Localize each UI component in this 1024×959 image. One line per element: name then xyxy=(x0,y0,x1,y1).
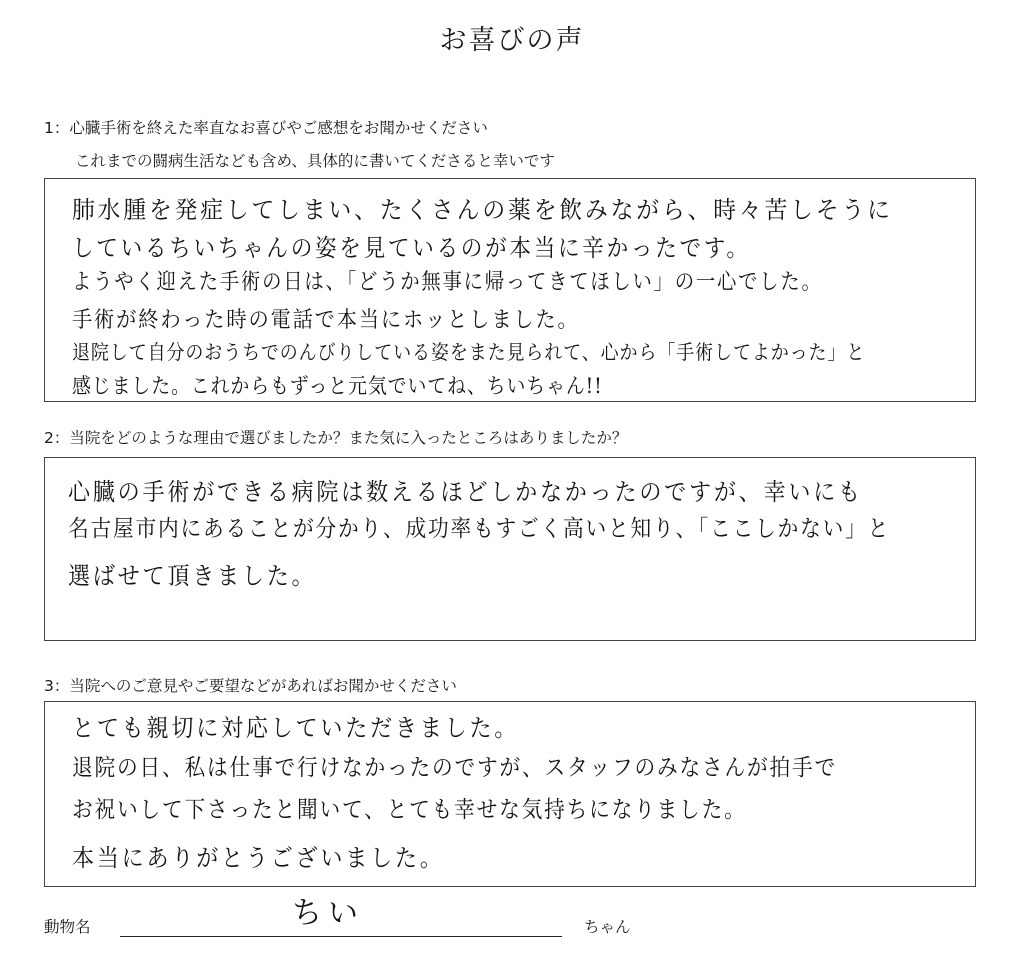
animal-name-underline xyxy=(120,936,562,937)
answer-1-line-4: 手術が終わった時の電話で本当にホッとしました。 xyxy=(72,308,580,333)
answer-3-line-1: とても親切に対応していただきました。 xyxy=(72,714,520,742)
answer-1-line-5: 退院して自分のおうちでのんびりしている姿をまた見られて、心から「手術してよかった」と xyxy=(72,340,866,364)
answer-1-line-6: 感じました。これからもずっと元気でいてね、ちいちゃん!! xyxy=(72,374,603,398)
page-title: お喜びの声 xyxy=(439,25,585,56)
question-1-subtext: これまでの闘病生活なども含め、具体的に書いてくださると幸いです xyxy=(75,152,555,170)
answer-1-line-3: ようやく迎えた手術の日は、「どうか無事に帰ってきてほしい」の一心でした。 xyxy=(72,270,823,295)
question-1: 1：心臓手術を終えた率直なお喜びやご感想をお聞かせください xyxy=(44,119,488,137)
animal-name-label: 動物名 xyxy=(44,918,91,936)
answer-2-line-1: 心臓の手術ができる病院は数えるほどしかなかったのですが、幸いにも xyxy=(68,478,863,506)
answer-3-line-2: 退院の日、私は仕事で行けなかったのですが、スタッフのみなさんが拍手で xyxy=(72,755,837,781)
animal-name-suffix: ちゃん xyxy=(584,918,631,936)
question-3: 3：当院へのご意見やご要望などがあればお聞かせください xyxy=(44,677,457,695)
answer-1-line-2: しているちいちゃんの姿を見ているのが本当に辛かったです。 xyxy=(72,234,751,262)
animal-name-value: ちい xyxy=(292,896,364,931)
question-2: 2：当院をどのような理由で選びましたか？また気に入ったところはありましたか？ xyxy=(44,429,628,447)
answer-3-line-4: 本当にありがとうございました。 xyxy=(72,844,445,872)
answer-1-line-1: 肺水腫を発症してしまい、たくさんの薬を飲みながら、時々苦しそうに xyxy=(72,196,893,224)
answer-2-line-2: 名古屋市内にあることが分かり、成功率もすごく高いと知り、「ここしかない」と xyxy=(68,516,891,542)
answer-3-line-3: お祝いして下さったと聞いて、とても幸せな気持ちになりました。 xyxy=(72,797,747,823)
answer-2-line-3: 選ばせて頂きました。 xyxy=(68,562,317,590)
